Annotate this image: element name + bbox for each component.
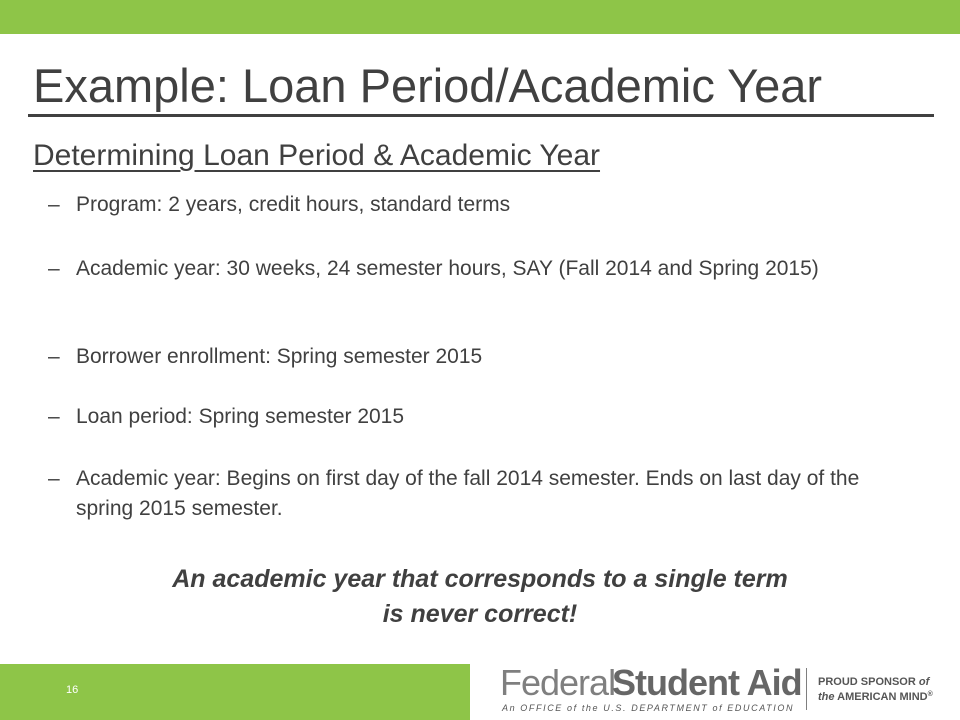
bullet-text: Academic year: 30 weeks, 24 semester hours, SAY (Fall 2014 and Spring 2015): [76, 257, 819, 280]
sponsor-text-c: the: [818, 691, 835, 703]
bullet-item: [48, 254, 908, 284]
top-accent-bar: [0, 0, 960, 34]
sponsor-text-b: of: [918, 676, 930, 688]
slide-subtitle: Determining Loan Period & Academic Year: [33, 139, 601, 172]
page-number: 16: [66, 684, 79, 696]
brand-tagline: An OFFICE of the U.S. DEPARTMENT of EDUCATION: [502, 703, 795, 713]
bullet-item: [48, 342, 908, 372]
bullet-dash: –: [48, 257, 60, 280]
emphasis-line-1: An academic year that corresponds to a single term: [172, 565, 788, 593]
bullet-dash: –: [48, 467, 60, 490]
sponsor-line-1: [818, 676, 929, 688]
emphasis-callout: [40, 562, 920, 632]
bullet-dash: –: [48, 193, 60, 216]
bullet-item: [48, 402, 908, 432]
bullet-text: Program: 2 years, credit hours, standard terms: [76, 193, 511, 216]
bullet-text: Academic year: Begins on first day of the fall 2014 semester. Ends on last day of the spring 2015 semester.: [76, 467, 860, 520]
slide-title: Example: Loan Period/Academic Year: [33, 59, 823, 112]
sponsor-text-a: PROUD SPONSOR: [818, 676, 919, 688]
title-underline: [28, 114, 934, 117]
bullet-dash: –: [48, 345, 60, 368]
emphasis-line-2: is never correct!: [382, 600, 578, 628]
bullet-item: [48, 190, 908, 220]
bullet-text: Borrower enrollment: Spring semester 2015: [76, 345, 483, 368]
bullet-item: [48, 464, 908, 524]
brand-divider: [806, 668, 807, 710]
bullet-text: Loan period: Spring semester 2015: [76, 405, 405, 428]
bullet-dash: –: [48, 405, 60, 428]
sponsor-line-2: [818, 691, 933, 703]
sponsor-text-d: AMERICAN MIND: [834, 691, 928, 703]
brand-wordmark-federal: Federal: [500, 662, 616, 703]
registered-mark: ®: [927, 691, 933, 698]
brand-wordmark-student-aid: Student Aid: [612, 662, 802, 703]
